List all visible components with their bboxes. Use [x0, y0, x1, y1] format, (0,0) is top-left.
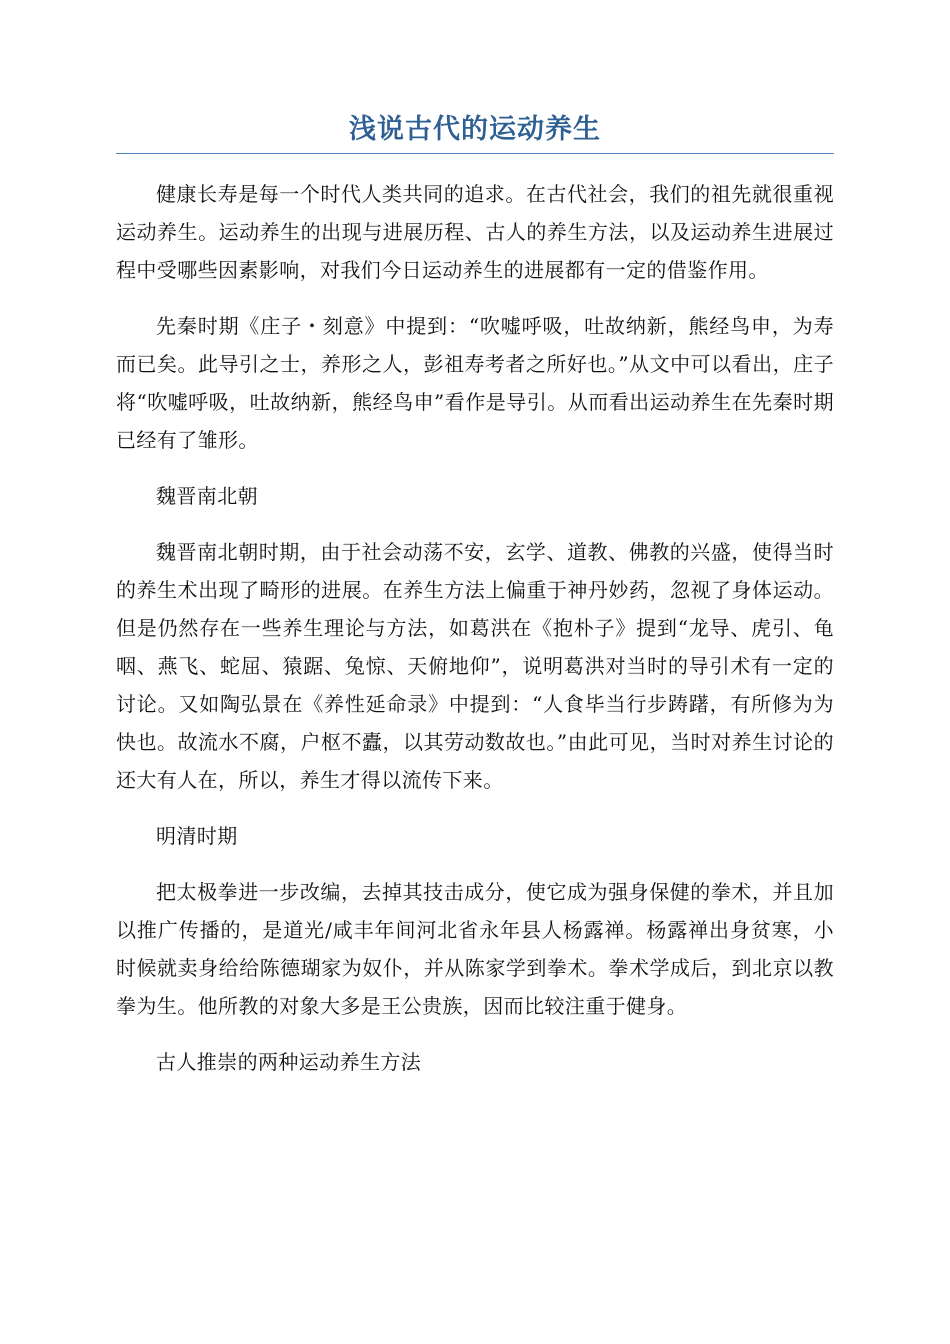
- document-body: [116, 175, 834, 1081]
- document-title: 浅说古代的运动养生: [116, 110, 834, 154]
- paragraph-ming-qing: 把太极拳进一步改编，去掉其技击成分，使它成为强身保健的拳术，并且加以推广传播的，是道光/咸丰年间河北省永年县人杨露禅。杨露禅出身贫寒，小时候就卖身给给陈德瑚家为奴仆，并从陈家学到拳术。拳术学成后，到北京以教拳为生。他所教的对象大多是王公贵族，因而比较注重于健身。: [116, 880, 834, 1018]
- paragraph-pre-qin: 先秦时期《庄子・刻意》中提到：“吹嘘呼吸，吐故纳新，熊经鸟申，为寿而已矣。此导引之士，养形之人，彭祖寿考者之所好也。”从文中可以看出，庄子将“吹嘘呼吸，吐故纳新，熊经鸟申”看作是导引。从而看出运动养生在先秦时期已经有了雏形。: [116, 314, 834, 452]
- section-heading-ming-qing: 明清时期: [156, 824, 238, 848]
- section-heading-wei-jin: 魏晋南北朝: [156, 484, 258, 508]
- document-page: [116, 110, 834, 1099]
- paragraph-intro: 健康长寿是每一个时代人类共同的追求。在古代社会，我们的祖先就很重视运动养生。运动养生的出现与进展历程、古人的养生方法，以及运动养生进展过程中受哪些因素影响，对我们今日运动养生的进展都有一定的借鉴作用。: [116, 182, 834, 282]
- paragraph-wei-jin: 魏晋南北朝时期，由于社会动荡不安，玄学、道教、佛教的兴盛，使得当时的养生术出现了畸形的进展。在养生方法上偏重于神丹妙药，忽视了身体运动。但是仍然存在一些养生理论与方法，如葛洪在《抱朴子》提到“龙导、虎引、龟咽、燕飞、蛇屈、猿踞、兔惊、天俯地仰”，说明葛洪对当时的导引术有一定的讨论。又如陶弘景在《养性延命录》中提到：“人食毕当行步踌躇，有所修为为快也。故流水不腐，户枢不蠹，以其劳动数故也。”由此可见，当时对养生讨论的还大有人在，所以，养生才得以流传下来。: [116, 540, 834, 792]
- section-heading-two-methods: 古人推崇的两种运动养生方法: [156, 1050, 422, 1074]
